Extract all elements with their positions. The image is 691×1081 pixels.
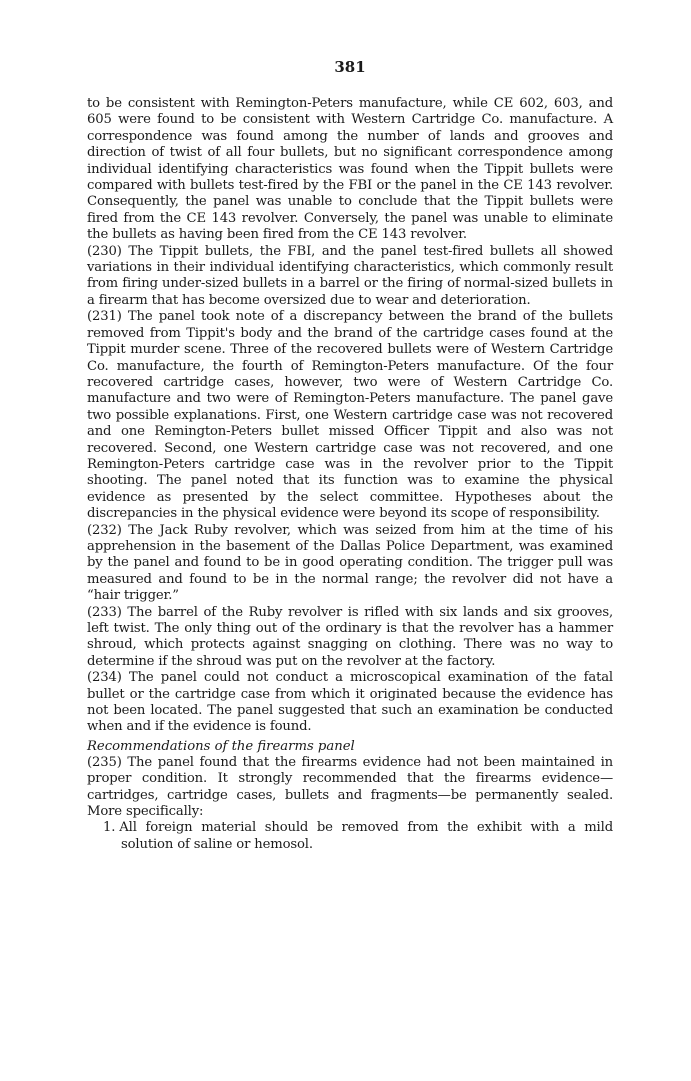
paragraph-231: (231) The panel took note of a discrepancy between the brand of the bullets removed from Tippit's body and the brand of the cartridge cases found at the Tippit murder scene. Three of the recovered bullets were of Western Cartridge Co. manufacture, the fourth of Remington-Peters manufacture. Of the four recovered cartridge cases, however, two were of Western Cartridge Co. manufacture and two were of Remington-Peters manufacture. The panel gave two possible explanations. First, one Western cartridge case was not recovered and one Remington-Peters bullet missed Officer Tippit and also was not recovered. Second, one Western cartridge case was not recovered, and one Remington-Peters cartridge case was in the revolver prior to the Tippit shooting. The panel noted that its function was to examine the physical evidence as presented by the select committee. Hypotheses about the discrepancies in the physical evidence were beyond its scope of responsibility. xyxy=(87,309,613,522)
list-item-number: 1. xyxy=(103,820,116,836)
paragraph-232: (232) The Jack Ruby revolver, which was seized from him at the time of his apprehension in the basement of the Dallas Police Department, was examined by the panel and found to be in good operating condition. The trigger pull was measured and found to be in the normal range; the revolver did not have a “hair trigger.” xyxy=(87,522,613,604)
section-heading: Recommendations of the firearms panel xyxy=(87,738,355,754)
document-page xyxy=(87,58,613,853)
list-item-text: All foreign material should be removed from the exhibit with a mild solution of saline or hemosol. xyxy=(119,820,613,852)
paragraph-230: (230) The Tippit bullets, the FBI, and the panel test-fired bullets all showed variations in their individual identifying characteristics, which commonly result from firing under-sized bullets in a barrel or the firing of normal-sized bullets in a firearm that has become oversized due to wear and deterioration. xyxy=(87,243,613,308)
page-number: 381 xyxy=(334,58,366,76)
list-item xyxy=(87,820,613,853)
paragraph-234: (234) The panel could not conduct a microscopical examination of the fatal bullet or the cartridge case from which it originated because the evidence has not been located. The panel suggested that such an examination be conducted when and if the evidence is found. xyxy=(87,670,613,735)
paragraph-235: (235) The panel found that the firearms evidence had not been maintained in proper condition. It strongly recommended that the firearms evidence—cartridges, cartridge cases, bullets and fragments—be permanently sealed. More specifically: xyxy=(87,754,613,820)
paragraph-continuation: to be consistent with Remington-Peters manufacture, while CE 602, 603, and 605 were found to be consistent with Western Cartridge Co. manufacture. A correspondence was found among the number of lands and grooves and direction of twist of all four bullets, but no significant correspondence among individual identifying characteristics was found when the Tippit bullets were compared with bullets test-fired by the FBI or the panel in the CE 143 revolver. Consequently, the panel was unable to conclude that the Tippit bullets were fired from the CE 143 revolver. Conversely, the panel was unable to eliminate the bullets as having been fired from the CE 143 revolver. xyxy=(87,96,613,243)
paragraph-233: (233) The barrel of the Ruby revolver is rifled with six lands and six grooves, left twist. The only thing out of the ordinary is that the revolver has a hammer shroud, which protects against snagging on clothing. There was no way to determine if the shroud was put on the revolver at the factory. xyxy=(87,604,613,669)
